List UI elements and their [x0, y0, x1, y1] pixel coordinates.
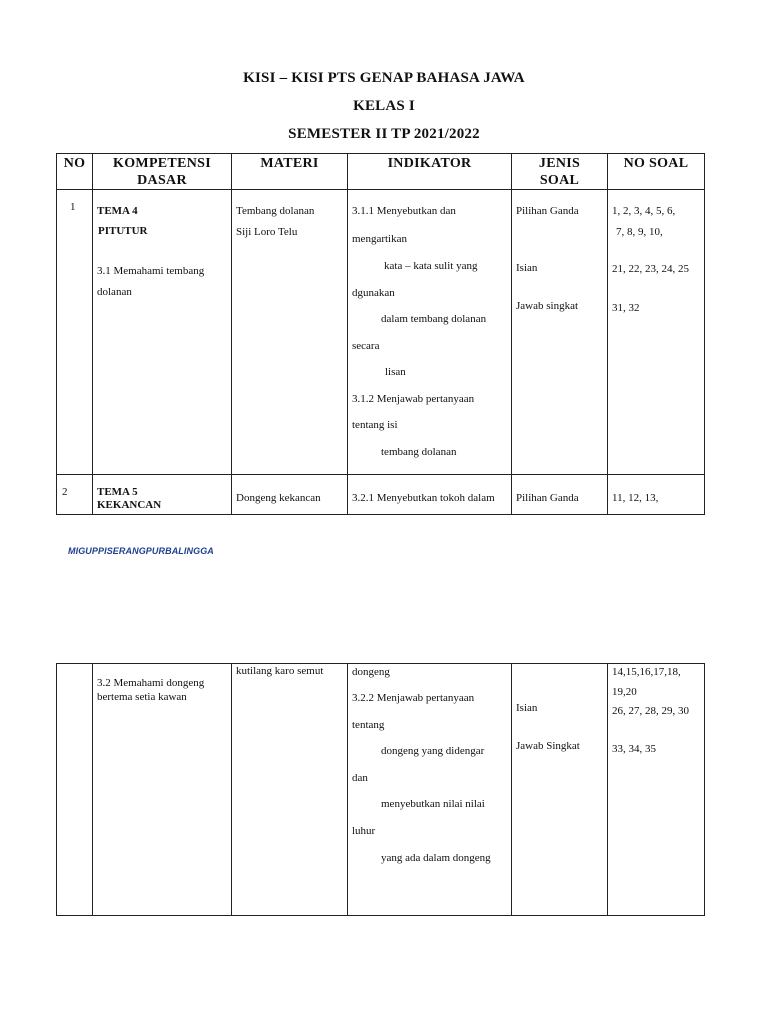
cell-no-soal: 14,15,16,17,18, 19,20 26, 27, 28, 29, 30 33, 34, 35: [608, 664, 705, 916]
cell-materi: Dongeng kekancan: [232, 475, 348, 515]
table-row: [57, 664, 705, 916]
table-header-row: [57, 154, 705, 190]
header-indikator: INDIKATOR: [348, 154, 512, 190]
tema-label: TEMA 4: [97, 205, 138, 217]
cell-no: [57, 664, 93, 916]
kisi-table-continuation: [56, 663, 705, 916]
header-kompetensi-dasar: KOMPETENSI DASAR: [93, 154, 232, 190]
cell-kompetensi-dasar: TEMA 4 PITUTUR 3.1 Memahami tembang dolanan: [93, 190, 232, 475]
cell-jenis-soal: Pilihan Ganda: [512, 475, 608, 515]
header-no-soal: NO SOAL: [608, 154, 705, 190]
header-materi: MATERI: [232, 154, 348, 190]
table-row: [57, 190, 705, 475]
header-jenis-soal: JENIS SOAL: [512, 154, 608, 190]
document-semester: SEMESTER II TP 2021/2022: [288, 126, 480, 142]
cell-indikator: 3.1.1 Menyebutkan dan mengartikan kata – kata sulit yang dgunakan dalam tembang dolanan secara lisan 3.1.2 Menjawab pertanyaan tentang isi tembang dolanan: [348, 190, 512, 475]
cell-jenis-soal: Pilihan Ganda Isian Jawab singkat: [512, 190, 608, 475]
watermark-text: MIGUPPISERANGPURBALINGGA: [68, 546, 214, 556]
tema-label: TEMA 5: [97, 486, 138, 498]
cell-materi: kutilang karo semut: [232, 664, 348, 916]
document-class: KELAS I: [353, 98, 415, 114]
kisi-table: [56, 153, 705, 515]
table-row: [57, 475, 705, 515]
cell-kompetensi-dasar: 3.2 Memahami dongeng bertema setia kawan: [93, 664, 232, 916]
cell-no-soal: 11, 12, 13,: [608, 475, 705, 515]
cell-no: 1: [57, 190, 93, 475]
cell-indikator: 3.2.1 Menyebutkan tokoh dalam: [348, 475, 512, 515]
cell-no: 2: [57, 475, 93, 515]
tema-name: PITUTUR: [98, 225, 148, 237]
cell-kompetensi-dasar: [93, 475, 232, 515]
cell-no-soal: 1, 2, 3, 4, 5, 6, 7, 8, 9, 10, 21, 22, 23, 24, 25 31, 32: [608, 190, 705, 475]
cell-materi: Tembang dolanan Siji Loro Telu: [232, 190, 348, 475]
tema-name: KEKANCAN: [97, 499, 162, 511]
header-no: NO: [57, 154, 93, 190]
cell-indikator: dongeng 3.2.2 Menjawab pertanyaan tentang dongeng yang didengar dan menyebutkan nilai nilai luhur yang ada dalam dongeng: [348, 664, 512, 916]
document-title: KISI – KISI PTS GENAP BAHASA JAWA: [243, 70, 525, 86]
cell-jenis-soal: Isian Jawab Singkat: [512, 664, 608, 916]
